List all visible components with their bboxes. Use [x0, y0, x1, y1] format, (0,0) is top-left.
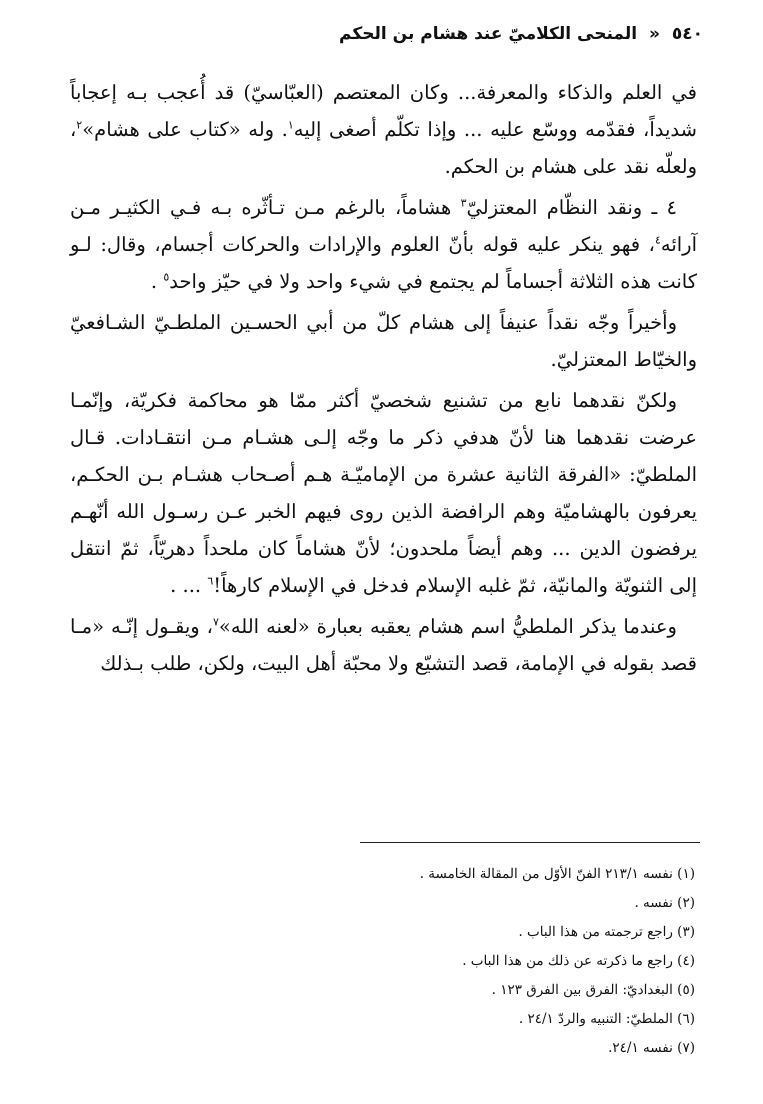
footnote: (٦) الملطيّ: التنبيه والردّ ٢٤/١ .: [518, 1011, 695, 1027]
footnote-ref[interactable]: ٥: [163, 270, 170, 284]
paragraph-text: . وله «كتاب على هشام»: [82, 118, 288, 141]
paragraph: [70, 189, 697, 300]
footnote-divider: [360, 842, 700, 843]
footnote-ref[interactable]: ٧: [212, 615, 219, 629]
paragraph-text: وأخيراً وجّه نقداً عنيفاً إلى هشام كلّ من أبي الحسـين الملطـيّ الشـافعيّ والخيّاط المعتزليّ.: [70, 311, 697, 371]
footnote: (٣) راجع ترجمته من هذا الباب .: [518, 924, 695, 940]
paragraph: [70, 382, 697, 604]
paragraph: [70, 74, 697, 185]
paragraph-text: ... .: [170, 574, 208, 597]
paragraph: [70, 304, 697, 378]
footnote: (٥) البغداديّ: الفرق بين الفرق ١٢٣ .: [491, 982, 695, 998]
paragraph-text: .: [150, 270, 164, 293]
footnotes: [70, 860, 697, 1063]
paragraph-text: ، ولعلّه نقد على هشام بن الحكم.: [70, 118, 697, 178]
paragraph-text: وعندما يذكر الملطيُّ اسم هشام يعقبه بعبارة «لعنه الله»: [218, 615, 677, 638]
page-header: [60, 24, 703, 44]
footnote-ref[interactable]: ٢: [76, 118, 83, 132]
paragraph-text: في العلم والذكاء والمعرفة... وكان المعتصم (العبّاسيّ) قد أُعجب بـه إعجاباً شديداً، فقدّمه ووسّع عليه ... وإذا تكلّم أصغى إليه: [70, 81, 697, 141]
footnote-ref[interactable]: ٣: [460, 196, 467, 210]
footnote-ref[interactable]: ٤: [654, 233, 661, 247]
footnote-ref[interactable]: ١: [287, 118, 294, 132]
footnote: (٧) نفسه ٢٤/١.: [608, 1040, 695, 1056]
paragraph: [70, 608, 697, 682]
page-number: ٥٤٠: [671, 24, 703, 44]
paragraph-text: هشاماً، بالرغم مـن تـأثّره بـه فـي الكثيـر مـن آرائه: [70, 196, 697, 256]
paragraph-text: ٤ ـ ونقد النظّام المعتزليّ: [466, 196, 677, 219]
paragraph-text: ، فهو ينكر عليه قوله بأنّ العلوم والإرادات والحركات أجسام، وقال: لـو كانت هذه الثلاثة أجساماً لم يجتمع في شيء واحد ولا في حيّز واحد: [70, 233, 697, 293]
running-title: المنحى الكلاميّ عند هشام بن الحكم: [339, 24, 638, 44]
footnote: (١) نفسه ٢١٣/١ الفنّ الأوّل من المقالة الخامسة .: [419, 866, 695, 882]
footnote: (٤) راجع ما ذكرته عن ذلك من هذا الباب .: [462, 953, 695, 969]
paragraph-text: ، ويقـول إنّـه «مـا قصد بقوله في الإمامة، قصد التشيّع ولا محبّة أهل البيت، ولكن، طلب بـذلك: [70, 615, 697, 675]
footnote-ref[interactable]: ٦: [207, 574, 214, 588]
main-text: [70, 74, 697, 686]
paragraph-text: ولكنّ نقدهما نابع من تشنيع شخصيّ أكثر ممّا هو محاكمة فكريّة، وإنّمـا عرضت نقدهما هنا لأنّ هدفي ذكر ما وجّه إلـى هشـام مـن انتقـادات. قـال الملطيّ: «الفرقة الثانية عشرة من الإماميّـة هـم أصـحاب هشـام بـن الحكـم، يعرفون بالهشاميّة وهم الرافضة الذين روى فيهم الخبر عـن رسـول الله أنّهـم يرفضون الدين ... وهم أيضاً ملحدون؛ لأنّ هشاماً كان ملحداً دهريّاً، ثمّ انتقل إلى الثنويّة والمانيّة، ثمّ غلبه الإسلام فدخل في الإسلام كارهاً!: [70, 389, 697, 597]
header-separator: «: [648, 24, 660, 44]
footnote: (٢) نفسه .: [634, 895, 695, 911]
